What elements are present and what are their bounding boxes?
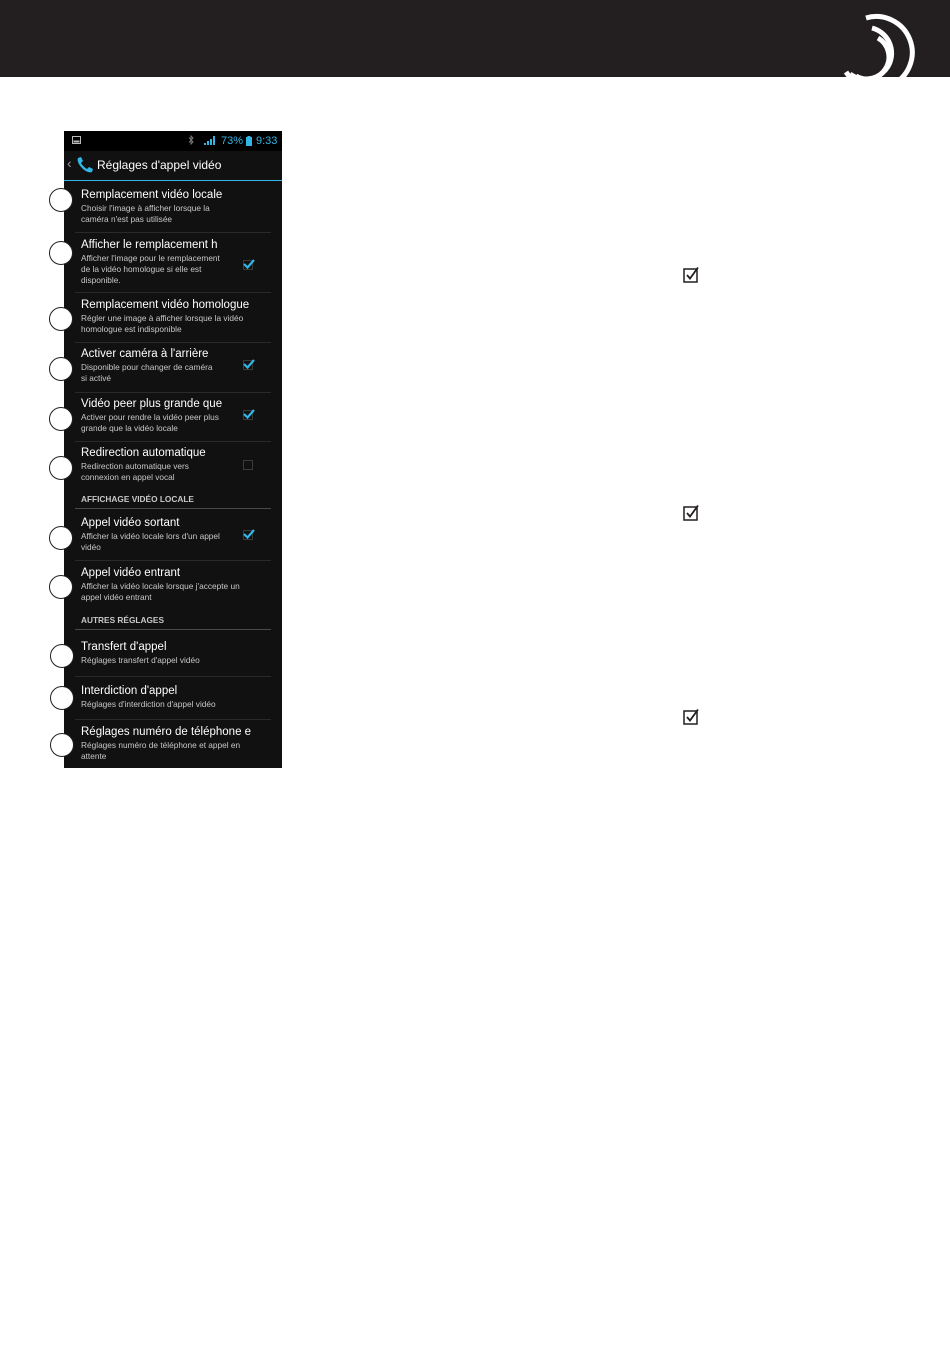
setting-subtitle: Afficher la vidéo locale lorsque j'accepte un appel vidéo entrant: [81, 581, 240, 602]
setting-subtitle: Réglages numéro de téléphone et appel en attente: [81, 740, 241, 761]
setting-title: Transfert d'appel: [81, 641, 167, 653]
setting-title: Appel vidéo sortant: [81, 517, 180, 529]
divider: [75, 441, 271, 442]
checked-box-icon: [683, 504, 700, 521]
setting-subtitle: Afficher l'image pour le remplacement de la vidéo homologue si elle est disponible.: [81, 253, 220, 285]
callout-circle: [49, 188, 73, 212]
setting-subtitle: Afficher la vidéo locale lors d'un appel vidéo: [81, 531, 220, 552]
signal-icon: [204, 136, 216, 145]
clock: 9:33: [256, 135, 278, 147]
setting-appel-video-sortant[interactable]: [81, 516, 282, 561]
section-divider: [75, 508, 271, 509]
setting-numero-telephone[interactable]: [81, 725, 282, 765]
callout-circle: [49, 241, 73, 265]
check-icon: [242, 407, 256, 421]
callout-circle: [49, 307, 73, 331]
check-icon: [242, 527, 256, 541]
setting-transfert-appel[interactable]: [81, 640, 282, 676]
setting-remplacement-video-locale[interactable]: [81, 188, 282, 232]
setting-title: Afficher le remplacement h: [81, 239, 218, 251]
phone-screen: [64, 131, 282, 768]
action-bar: [64, 151, 282, 181]
setting-afficher-remplacement[interactable]: [81, 238, 282, 293]
divider: [75, 560, 271, 561]
checkbox-checked[interactable]: [243, 360, 253, 370]
check-icon: [242, 257, 256, 271]
section-divider: [75, 629, 271, 630]
bluetooth-icon: [188, 135, 194, 145]
callout-circle: [50, 733, 74, 757]
battery-icon: [246, 136, 252, 146]
setting-subtitle: Réglages transfert d'appel vidéo: [81, 655, 200, 665]
setting-appel-video-entrant[interactable]: [81, 566, 282, 611]
callout-circle: [49, 407, 73, 431]
setting-video-peer-plus-grande[interactable]: [81, 397, 282, 442]
setting-title: Interdiction d'appel: [81, 685, 178, 697]
divider: [75, 232, 271, 233]
setting-title: Remplacement vidéo locale: [81, 189, 223, 201]
setting-subtitle: Activer pour rendre la vidéo peer plus grande que la vidéo locale: [81, 412, 219, 433]
setting-activer-camera-arriere[interactable]: [81, 347, 282, 392]
callout-circle: [50, 686, 74, 710]
checkbox-checked[interactable]: [243, 530, 253, 540]
setting-subtitle: Choisir l'image à afficher lorsque la caméra n'est pas utilisée: [81, 203, 210, 224]
battery-percent: 73%: [221, 135, 244, 147]
checkbox-unchecked[interactable]: [243, 460, 253, 470]
divider: [75, 342, 271, 343]
setting-subtitle: Réglages d'interdiction d'appel vidéo: [81, 699, 216, 709]
callout-circle: [50, 644, 74, 668]
setting-interdiction-appel[interactable]: [81, 684, 282, 720]
checked-box-icon: [683, 266, 700, 283]
callout-circle: [49, 456, 73, 480]
status-bar: [64, 131, 282, 151]
checked-box-icon: [683, 708, 700, 725]
divider: [75, 719, 271, 720]
setting-title: Remplacement vidéo homologue: [81, 299, 250, 311]
checkbox-checked[interactable]: [243, 410, 253, 420]
setting-title: Redirection automatique: [81, 447, 206, 459]
back-chevron-icon[interactable]: ‹: [67, 155, 72, 171]
setting-title: Vidéo peer plus grande que: [81, 398, 223, 410]
setting-title: Activer caméra à l'arrière: [81, 348, 209, 360]
setting-redirection-automatique[interactable]: [81, 446, 282, 491]
checkbox-checked[interactable]: [243, 260, 253, 270]
check-icon: [242, 357, 256, 371]
phone-handset-icon[interactable]: [74, 155, 96, 175]
divider: [75, 292, 271, 293]
setting-title: Réglages numéro de téléphone e: [81, 726, 252, 738]
divider: [75, 676, 271, 677]
setting-title: Appel vidéo entrant: [81, 567, 181, 579]
callout-circle: [49, 526, 73, 550]
section-header-local-video: AFFICHAGE VIDÉO LOCALE: [81, 494, 194, 504]
concentric-arcs-icon: [838, 6, 938, 77]
divider: [75, 392, 271, 393]
callout-circle: [49, 575, 73, 599]
image-icon: [72, 136, 81, 144]
setting-subtitle: Régler une image à afficher lorsque la vidéo homologue est indisponible: [81, 313, 244, 334]
setting-remplacement-video-homologue[interactable]: [81, 298, 282, 343]
setting-subtitle: Redirection automatique vers connexion en appel vocal: [81, 461, 189, 482]
header-bar: [0, 0, 950, 77]
screen-title: Réglages d'appel vidéo: [97, 158, 222, 172]
section-header-other: AUTRES RÉGLAGES: [81, 615, 164, 625]
setting-subtitle: Disponible pour changer de caméra si activé: [81, 362, 213, 383]
callout-circle: [49, 357, 73, 381]
